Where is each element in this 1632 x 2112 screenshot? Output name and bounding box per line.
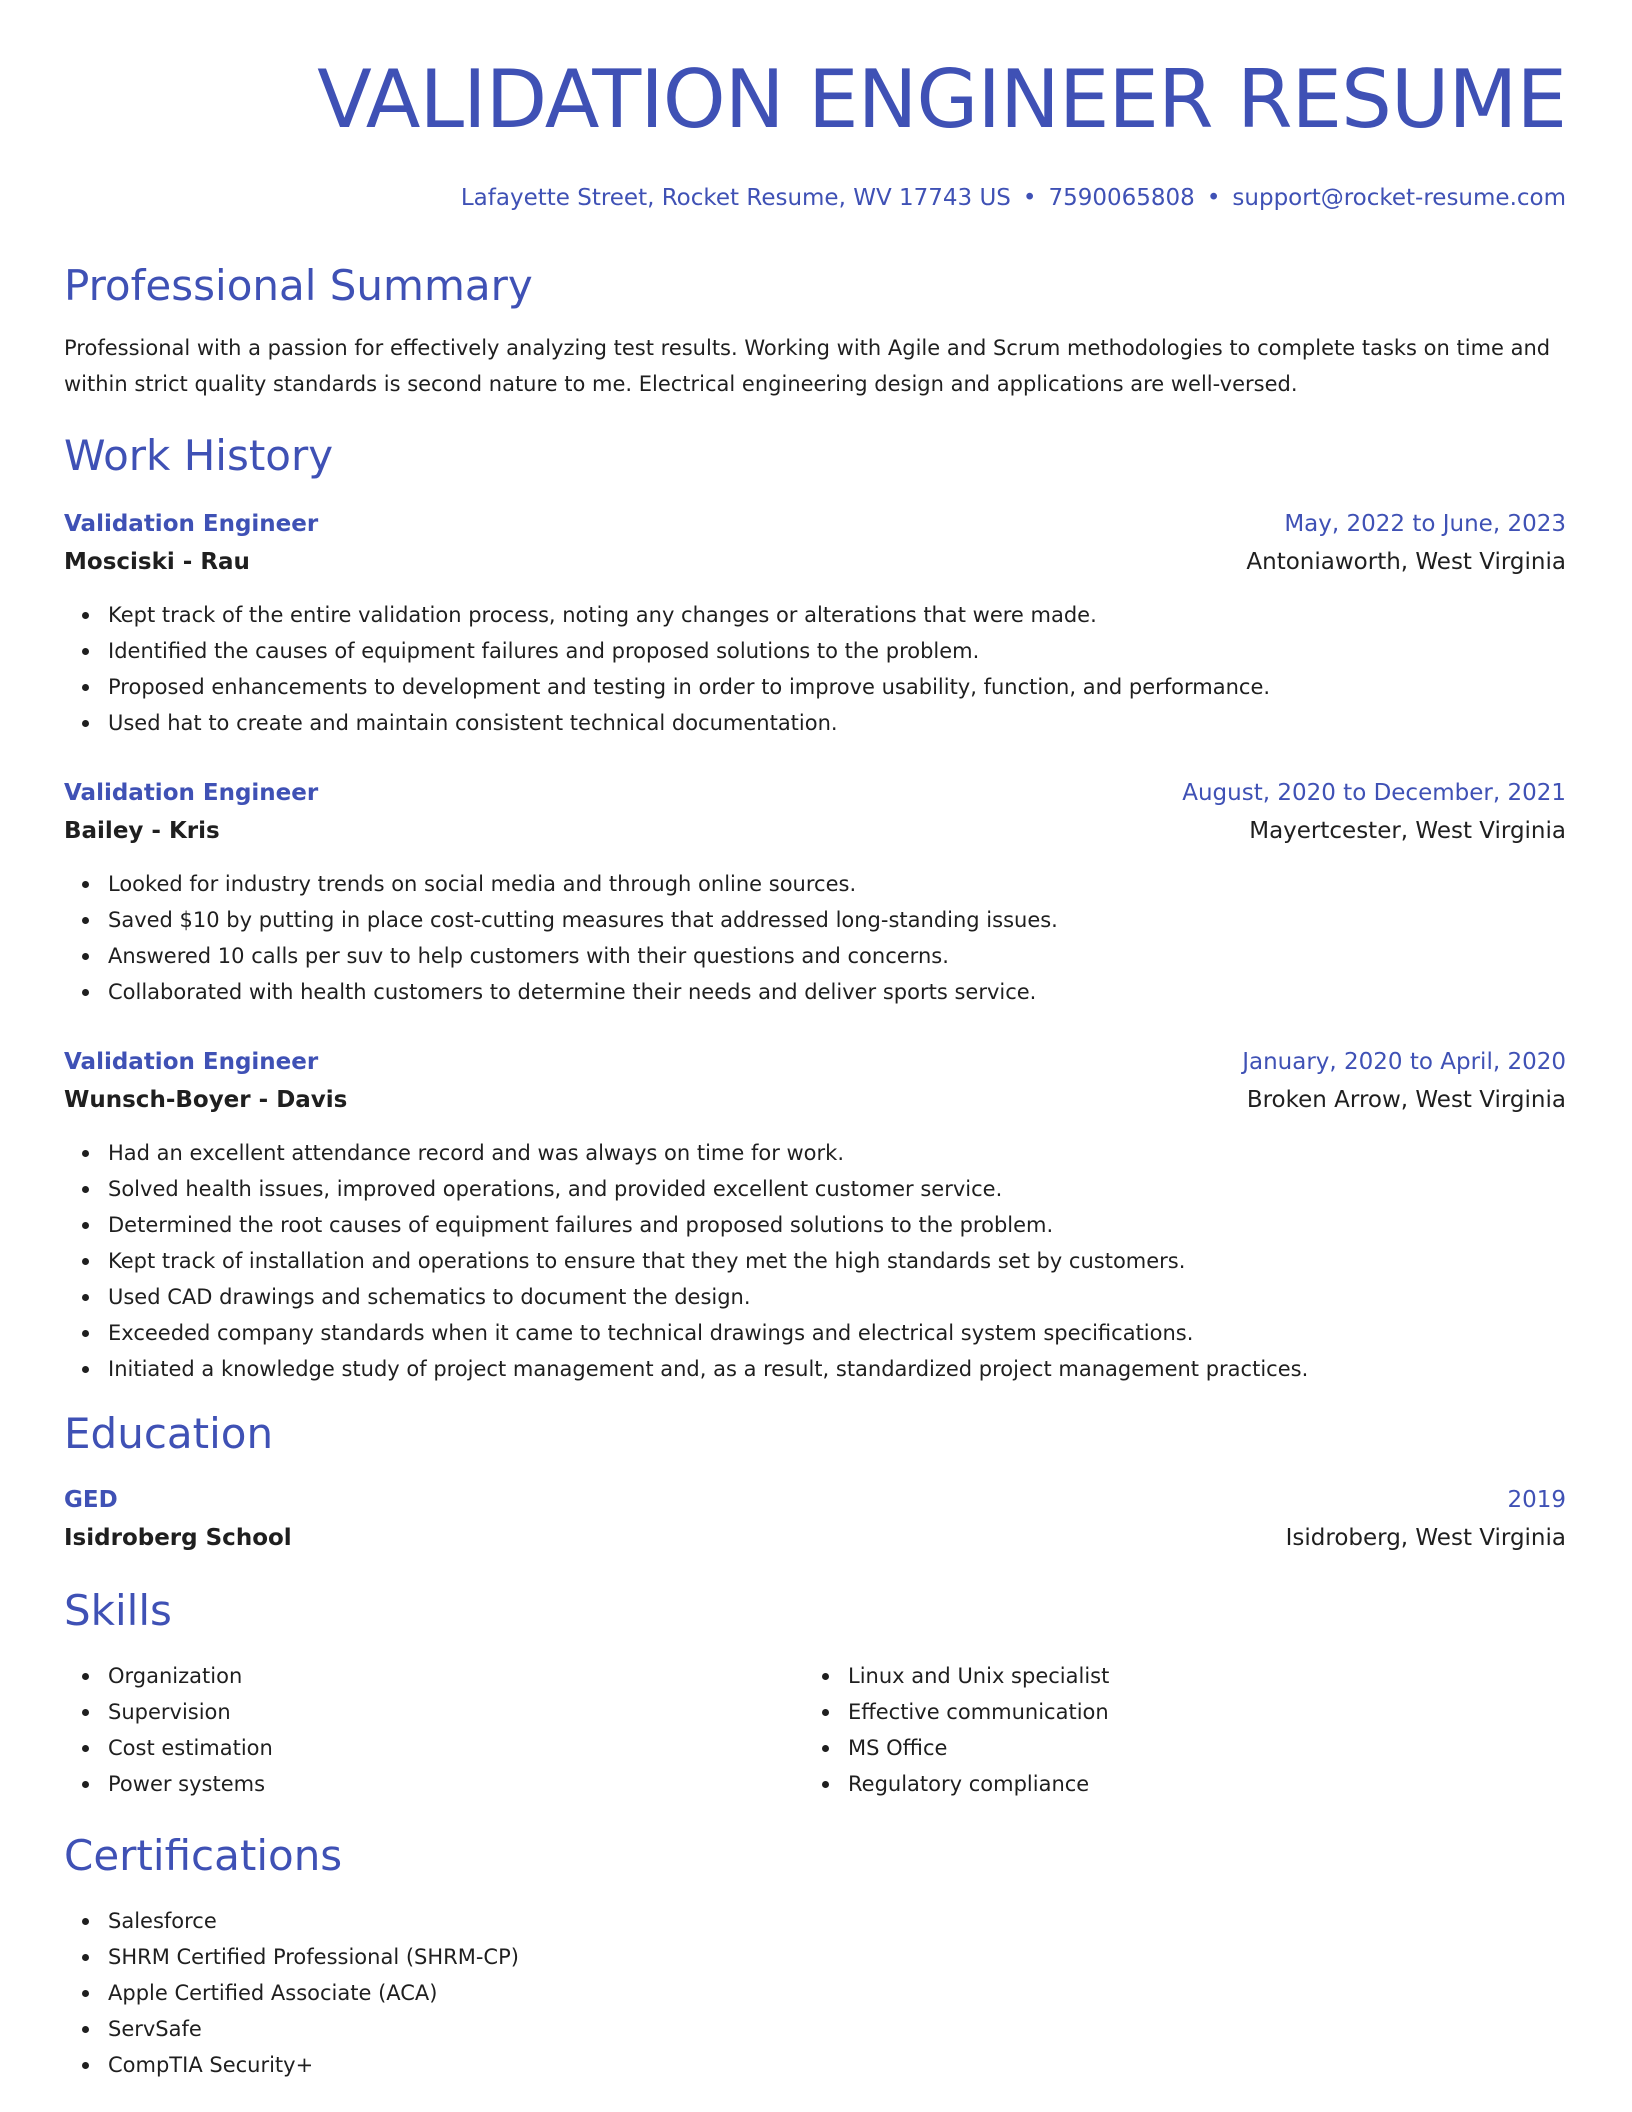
certification-item: Apple Certified Associate (ACA) (64, 1975, 964, 2011)
job-bullet: Initiated a knowledge study of project management and, as a result, standardized project management practices. (64, 1351, 1566, 1387)
contact-address: Lafayette Street, Rocket Resume, WV 17743 US (460, 185, 1011, 211)
education-year: 2019 (1507, 1487, 1566, 1513)
job-bullet: Had an excellent attendance record and was always on time for work. (64, 1135, 1566, 1171)
job-company: Mosciski - Rau (64, 549, 250, 575)
contact-email: support@rocket-resume.com (1232, 185, 1566, 211)
job-bullet: Identified the causes of equipment failures and proposed solutions to the problem. (64, 633, 1566, 669)
skill-item: MS Office (804, 1730, 1504, 1766)
education-degree: GED (64, 1487, 118, 1513)
job-entry (64, 1043, 1566, 1387)
skill-item: Supervision (64, 1694, 764, 1730)
education-school: Isidroberg School (64, 1525, 292, 1551)
job-entry (64, 774, 1566, 1010)
job-entry (64, 505, 1566, 741)
job-location: Antoniaworth, West Virginia (1246, 549, 1566, 575)
job-bullet: Used hat to create and maintain consistent technical documentation. (64, 705, 1566, 741)
job-position: Validation Engineer (64, 1049, 319, 1075)
job-bullet: Looked for industry trends on social media and through online sources. (64, 866, 1566, 902)
education-location: Isidroberg, West Virginia (1285, 1525, 1566, 1551)
job-bullets (64, 1135, 1566, 1387)
certification-item: Salesforce (64, 1903, 964, 1939)
job-bullet: Answered 10 calls per suv to help customers with their questions and concerns. (64, 938, 1566, 974)
contact-separator: • (1206, 185, 1221, 211)
certification-item: ServSafe (64, 2011, 964, 2047)
job-bullet: Solved health issues, improved operations, and provided excellent customer service. (64, 1171, 1566, 1207)
job-location: Broken Arrow, West Virginia (1246, 1087, 1566, 1113)
skills-heading: Skills (64, 1586, 172, 1635)
skill-item: Effective communication (804, 1694, 1504, 1730)
job-position: Validation Engineer (64, 511, 319, 537)
education-entry (64, 1481, 1566, 1557)
skills-list-left (64, 1658, 764, 1802)
certifications-heading: Certifications (64, 1831, 343, 1880)
job-company: Wunsch-Boyer - Davis (64, 1087, 348, 1113)
skill-item: Power systems (64, 1766, 764, 1802)
job-bullet: Saved $10 by putting in place cost-cutting measures that addressed long-standing issues. (64, 902, 1566, 938)
skill-item: Cost estimation (64, 1730, 764, 1766)
job-dates: August, 2020 to December, 2021 (1182, 780, 1566, 806)
resume-title: VALIDATION ENGINEER RESUME (317, 53, 1566, 146)
job-position: Validation Engineer (64, 780, 319, 806)
summary-text: Professional with a passion for effectively analyzing test results. Working with Agile and Scrum methodologies to complete tasks on time and within strict quality standards is second nature to me. Electrical engineering design and applications are well-versed. (64, 336, 1551, 396)
contact-line (461, 180, 1566, 216)
job-bullet: Kept track of installation and operations to ensure that they met the high standards set by customers. (64, 1243, 1566, 1279)
job-bullet: Proposed enhancements to development and testing in order to improve usability, function, and performance. (64, 669, 1566, 705)
job-bullet: Collaborated with health customers to determine their needs and deliver sports service. (64, 974, 1566, 1010)
job-dates: May, 2022 to June, 2023 (1284, 511, 1566, 537)
job-bullets (64, 866, 1566, 1010)
certification-item: CompTIA Security+ (64, 2047, 964, 2083)
skill-item: Organization (64, 1658, 764, 1694)
job-bullet: Used CAD drawings and schematics to document the design. (64, 1279, 1566, 1315)
contact-separator: • (1022, 185, 1037, 211)
summary-heading: Professional Summary (64, 261, 533, 310)
job-bullets (64, 597, 1566, 741)
job-bullet: Determined the root causes of equipment failures and proposed solutions to the problem. (64, 1207, 1566, 1243)
skill-item: Linux and Unix specialist (804, 1658, 1504, 1694)
job-company: Bailey - Kris (64, 818, 220, 844)
skill-item: Regulatory compliance (804, 1766, 1504, 1802)
certification-item: SHRM Certified Professional (SHRM-CP) (64, 1939, 964, 1975)
job-bullet: Kept track of the entire validation process, noting any changes or alterations that were made. (64, 597, 1566, 633)
job-location: Mayertcester, West Virginia (1249, 818, 1566, 844)
job-bullet: Exceeded company standards when it came to technical drawings and electrical system specifications. (64, 1315, 1566, 1351)
job-dates: January, 2020 to April, 2020 (1242, 1049, 1566, 1075)
contact-phone: 7590065808 (1048, 185, 1195, 211)
work-history-heading: Work History (64, 431, 334, 480)
education-heading: Education (64, 1409, 274, 1458)
certifications-list (64, 1903, 964, 2083)
skills-list-right (804, 1658, 1504, 1802)
